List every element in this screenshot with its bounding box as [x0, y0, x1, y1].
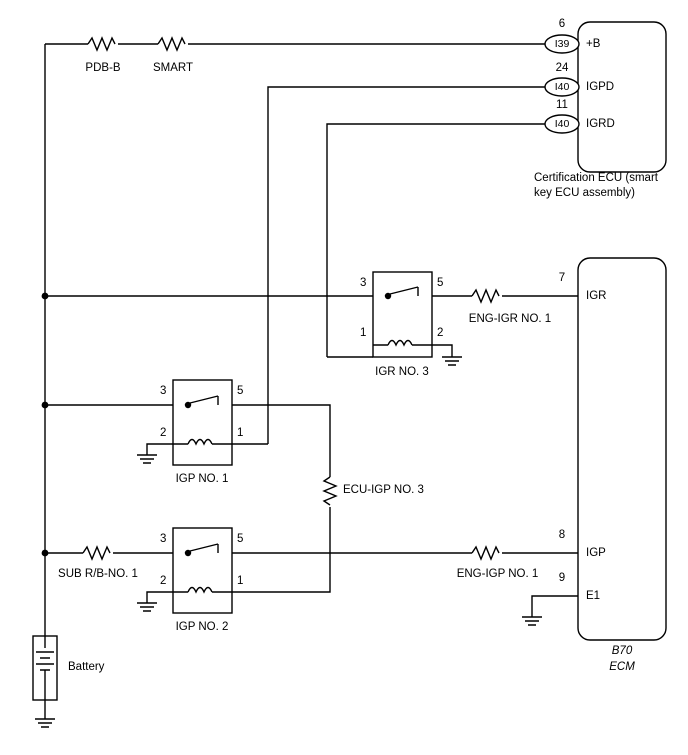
- wire-igpd: [268, 87, 545, 444]
- relay-igp-no2-terminal-1: 1: [237, 575, 244, 587]
- fuse-ecu-igp-3-symbol: [324, 477, 336, 505]
- fuse-sub-rb-1-symbol: [83, 547, 110, 559]
- relay-igp-no2-terminal-2: 2: [160, 575, 167, 587]
- ground-symbol-igp-no1: [137, 455, 157, 463]
- battery-cells: [36, 652, 54, 670]
- pin-number-11: 11: [556, 99, 568, 111]
- signal-label-igpd: IGPD: [586, 81, 615, 93]
- relay-igp-no2-box: [173, 528, 232, 613]
- junction-dot-igp1: [42, 402, 49, 409]
- pin-number-9: 9: [558, 572, 566, 584]
- signal-label-igr: IGR: [586, 290, 607, 302]
- fuse-pdb-b-symbol: [88, 38, 115, 50]
- relay-igr-no3-coil: [373, 341, 432, 346]
- fuse-smart-symbol: [158, 38, 185, 50]
- connector-label-i40-igrd: I40: [554, 118, 570, 130]
- relay-igr-no3-label: IGR NO. 3: [375, 366, 429, 378]
- certification-ecu-caption-line1: Certification ECU (smart: [534, 172, 658, 184]
- certification-ecu-caption-line2: key ECU assembly): [534, 187, 635, 199]
- junction-dot-igr: [42, 293, 49, 300]
- relay-igr-no3-terminal-1: 1: [360, 327, 367, 339]
- relay-igp-no2-terminal-3: 3: [160, 533, 167, 545]
- wire-igp-no2-ground: [147, 592, 173, 603]
- relay-igp-no1-coil: [173, 440, 232, 445]
- relay-igr-no3-box: [373, 272, 432, 357]
- fuse-label-smart: SMART: [152, 62, 194, 74]
- relay-igp-no1-box: [173, 380, 232, 465]
- relay-igp-no2-coil: [173, 588, 232, 593]
- signal-label-e1: E1: [586, 590, 601, 602]
- wire-igp-no1-pin5: [232, 405, 330, 477]
- signal-label-igrd: IGRD: [586, 118, 615, 130]
- relay-igr-no3-terminal-5: 5: [437, 277, 444, 289]
- relay-igr-no3-terminal-2: 2: [437, 327, 444, 339]
- ground-symbol-e1: [522, 617, 542, 625]
- relay-igp-no2-terminal-5: 5: [237, 533, 244, 545]
- fuse-label-pdb-b: PDB-B: [85, 62, 121, 74]
- relay-igp-no1-terminal-2: 2: [160, 427, 167, 439]
- pin-number-7: 7: [558, 272, 566, 284]
- fuse-label-eng-igr-1: ENG-IGR NO. 1: [468, 313, 552, 325]
- signal-label-plus-b: +B: [586, 38, 601, 50]
- battery-label: Battery: [68, 661, 105, 673]
- pin-number-6: 6: [558, 18, 566, 30]
- signal-label-igp: IGP: [586, 547, 606, 559]
- ecm-box: [578, 258, 666, 640]
- junction-dot-igp2: [42, 550, 49, 557]
- fuse-eng-igp-1-symbol: [472, 547, 499, 559]
- ground-symbol-igr-no3: [442, 357, 462, 365]
- ecm-name-label: ECM: [609, 661, 635, 673]
- wire-ecm-e1-ground: [532, 596, 578, 617]
- relay-igp-no1-terminal-3: 3: [160, 385, 167, 397]
- relay-igr-no3-terminal-3: 3: [360, 277, 367, 289]
- wire-igr-no3-ground: [432, 345, 452, 357]
- ground-symbol-igp-no2: [137, 603, 157, 611]
- relay-igp-no1-label: IGP NO. 1: [175, 473, 229, 485]
- wire-igp-no2-pin1: [232, 560, 330, 592]
- connector-label-i39: I39: [554, 38, 570, 50]
- ecm-code-label: B70: [611, 645, 633, 657]
- pin-number-8: 8: [558, 529, 566, 541]
- pin-number-24: 24: [555, 62, 569, 74]
- relay-igp-no1-terminal-1: 1: [237, 427, 244, 439]
- fuse-eng-igr-1-symbol: [472, 290, 499, 302]
- relay-igp-no2-label: IGP NO. 2: [175, 621, 229, 633]
- fuse-label-eng-igp-1: ENG-IGP NO. 1: [456, 568, 539, 580]
- relay-igr-no3-contact-arm: [390, 287, 418, 294]
- fuse-label-sub-rb-1: SUB R/B-NO. 1: [58, 568, 138, 580]
- connector-label-i40-igpd: I40: [554, 81, 570, 93]
- wire-igp-no1-ground: [147, 444, 173, 455]
- relay-igp-no1-terminal-5: 5: [237, 385, 244, 397]
- ground-symbol-battery: [35, 719, 55, 727]
- fuse-label-ecu-igp-3: ECU-IGP NO. 3: [343, 484, 424, 496]
- relay-igp-no1-contact-arm: [190, 396, 218, 403]
- relay-igp-no2-contact-arm: [190, 544, 218, 551]
